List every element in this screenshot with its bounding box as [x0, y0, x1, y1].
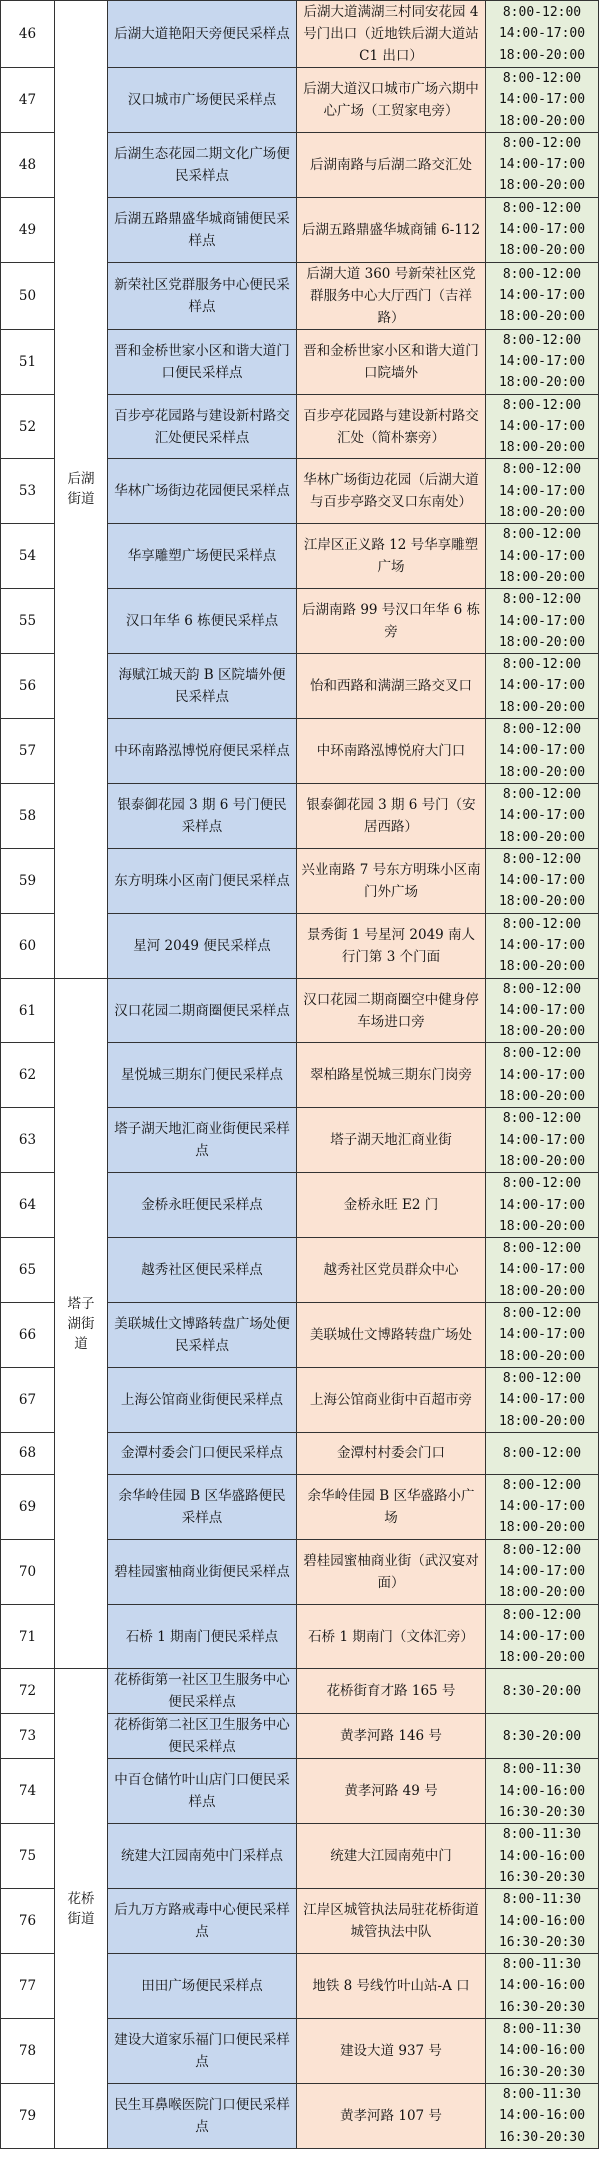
time-slot: 16:30-20:30 [498, 1805, 586, 1821]
sampling-point-name: 金潭村委会门口便民采样点 [108, 1432, 297, 1474]
row-number: 71 [1, 1604, 55, 1669]
row-number: 54 [1, 524, 55, 589]
time-slot: 8:30-20:00 [502, 1728, 582, 1744]
sampling-point-name: 上海公馆商业街便民采样点 [108, 1367, 297, 1432]
time-slot: 14:00-17:00 [498, 353, 586, 369]
table-row [1, 1669, 599, 1714]
opening-hours [486, 1474, 599, 1539]
time-slot: 14:00-17:00 [498, 678, 586, 694]
sampling-point-address: 后湖南路 99 号汉口年华 6 栋旁 [297, 589, 486, 654]
sampling-point-name: 花桥街第二社区卫生服务中心便民采样点 [108, 1714, 297, 1759]
time-slot: 14:00-17:00 [498, 1002, 586, 1018]
opening-hours [486, 1238, 599, 1303]
opening-hours [486, 1432, 599, 1474]
sampling-point-address: 花桥街育才路 165 号 [297, 1669, 486, 1714]
row-number: 58 [1, 783, 55, 848]
time-slot: 8:00-11:30 [502, 1827, 582, 1843]
row-number: 61 [1, 978, 55, 1043]
street-cell: 后湖街道 [55, 1, 108, 979]
sampling-point-name: 东方明珠小区南门便民采样点 [108, 848, 297, 913]
row-number: 50 [1, 262, 55, 329]
time-slot: 8:00-12:00 [502, 722, 582, 738]
time-slot: 16:30-20:30 [498, 1869, 586, 1885]
opening-hours [486, 2083, 599, 2148]
sampling-point-name: 余华岭佳园 B 区华盛路便民采样点 [108, 1474, 297, 1539]
sampling-point-address: 越秀社区党员群众中心 [297, 1238, 486, 1303]
sampling-point-address: 余华岭佳园 B 区华盛路小广场 [297, 1474, 486, 1539]
sampling-point-address: 翠柏路星悦城三期东门岗旁 [297, 1043, 486, 1108]
sampling-point-address: 中环南路泓博悦府大门口 [297, 719, 486, 784]
time-slot: 8:00-11:30 [502, 2086, 582, 2102]
time-slot: 14:00-17:00 [498, 288, 586, 304]
time-slot: 18:00-20:00 [498, 699, 586, 715]
sampling-point-address: 江岸区城管执法局驻花桥街道城管执法中队 [297, 1889, 486, 1954]
time-slot: 8:00-12:00 [502, 1607, 582, 1623]
sampling-point-name: 田田广场便民采样点 [108, 1954, 297, 2019]
time-slot: 8:00-12:00 [502, 1176, 582, 1192]
row-number: 59 [1, 848, 55, 913]
time-slot: 14:00-17:00 [498, 1262, 586, 1278]
time-slot: 18:00-20:00 [498, 569, 586, 585]
opening-hours [486, 329, 599, 394]
row-number: 48 [1, 132, 55, 197]
sampling-point-name: 石桥 1 期南门便民采样点 [108, 1604, 297, 1669]
time-slot: 14:00-17:00 [498, 1564, 586, 1579]
time-slot: 8:30-20:00 [502, 1683, 582, 1699]
time-slot: 14:00-17:00 [498, 1197, 586, 1213]
opening-hours [486, 783, 599, 848]
row-number: 74 [1, 1759, 55, 1824]
time-slot: 18:00-20:00 [498, 1650, 586, 1666]
time-slot: 8:00-12:00 [502, 332, 582, 348]
time-slot: 18:00-20:00 [498, 1153, 586, 1169]
opening-hours [486, 1367, 599, 1432]
time-slot: 18:00-20:00 [498, 959, 586, 975]
time-slot: 8:00-12:00 [502, 786, 582, 802]
row-number: 49 [1, 197, 55, 262]
time-slot: 14:00-16:00 [498, 2043, 586, 2059]
time-slot: 14:00-16:00 [498, 2108, 586, 2124]
street-cell: 花桥街道 [55, 1669, 108, 2148]
row-number: 67 [1, 1367, 55, 1432]
time-slot: 14:00-17:00 [498, 1327, 586, 1343]
time-slot: 8:00-12:00 [502, 462, 582, 478]
sampling-point-address: 金潭村村委会门口 [297, 1432, 486, 1474]
time-slot: 14:00-17:00 [498, 222, 586, 238]
time-slot: 8:00-12:00 [502, 1370, 582, 1386]
opening-hours [486, 197, 599, 262]
time-slot: 8:00-12:00 [502, 1046, 582, 1062]
time-slot: 8:00-11:30 [502, 1892, 582, 1908]
opening-hours [486, 1824, 599, 1889]
time-slot: 8:00-12:00 [502, 981, 582, 997]
opening-hours [486, 1604, 599, 1669]
row-number: 55 [1, 589, 55, 654]
time-slot: 18:00-20:00 [498, 1283, 586, 1299]
time-slot: 8:00-12:00 [502, 266, 582, 282]
row-number: 51 [1, 329, 55, 394]
sampling-point-name: 越秀社区便民采样点 [108, 1238, 297, 1303]
row-number: 56 [1, 654, 55, 719]
sampling-point-name: 汉口城市广场便民采样点 [108, 68, 297, 133]
opening-hours [486, 1954, 599, 2019]
time-slot: 18:00-20:00 [498, 634, 586, 650]
sampling-point-name: 统建大江园南苑中门采样点 [108, 1824, 297, 1889]
time-slot: 18:00-20:00 [498, 894, 586, 910]
sampling-point-address: 银泰御花园 3 期 6 号门（安居西路） [297, 783, 486, 848]
row-number: 52 [1, 394, 55, 459]
time-slot: 8:00-12:00 [502, 1111, 582, 1127]
time-slot: 8:00-12:00 [502, 851, 582, 867]
sampling-point-name: 百步亭花园路与建设新村路交汇处便民采样点 [108, 394, 297, 459]
opening-hours [486, 1173, 599, 1238]
row-number: 47 [1, 68, 55, 133]
opening-hours [486, 2019, 599, 2084]
sampling-point-address: 石桥 1 期南门（文体汇旁） [297, 1604, 486, 1669]
time-slot: 16:30-20:30 [498, 1999, 586, 2015]
time-slot: 16:30-20:30 [498, 2129, 586, 2145]
time-slot: 18:00-20:00 [498, 1024, 586, 1040]
row-number: 70 [1, 1539, 55, 1604]
time-slot: 18:00-20:00 [498, 829, 586, 845]
sampling-point-address: 后湖南路与后湖二路交汇处 [297, 132, 486, 197]
time-slot: 14:00-17:00 [498, 418, 586, 434]
table-body [1, 1, 599, 2149]
sampling-point-name: 中百仓储竹叶山店门口便民采样点 [108, 1759, 297, 1824]
sampling-point-address: 金桥永旺 E2 门 [297, 1173, 486, 1238]
time-slot: 8:00-12:00 [502, 200, 582, 216]
table-row [1, 1, 599, 68]
sampling-point-address: 黄孝河路 146 号 [297, 1714, 486, 1759]
sampling-point-name: 华享雕塑广场便民采样点 [108, 524, 297, 589]
time-slot: 18:00-20:00 [498, 243, 586, 259]
time-slot: 18:00-20:00 [498, 1348, 586, 1364]
time-slot: 18:00-20:00 [498, 1089, 586, 1105]
time-slot: 14:00-17:00 [498, 808, 586, 824]
row-number: 46 [1, 1, 55, 68]
time-slot: 18:00-20:00 [498, 178, 586, 194]
row-number: 76 [1, 1889, 55, 1954]
sampling-point-name: 后湖生态花园二期文化广场便民采样点 [108, 132, 297, 197]
sampling-point-name: 银泰御花园 3 期 6 号门便民采样点 [108, 783, 297, 848]
sampling-point-name: 后湖五路鼎盛华城商铺便民采样点 [108, 197, 297, 262]
time-slot: 8:00-11:30 [502, 2022, 582, 2038]
opening-hours [486, 262, 599, 329]
time-slot: 14:00-17:00 [498, 1628, 586, 1644]
sampling-point-address: 碧桂园蜜柚商业街（武汉宴对面） [297, 1539, 486, 1604]
row-number: 69 [1, 1474, 55, 1539]
opening-hours [486, 1714, 599, 1759]
time-slot: 18:00-20:00 [498, 440, 586, 456]
sampling-point-address: 百步亭花园路与建设新村路交汇处（简朴寨旁） [297, 394, 486, 459]
row-number: 62 [1, 1043, 55, 1108]
opening-hours [486, 848, 599, 913]
time-slot: 14:00-17:00 [498, 483, 586, 499]
sampling-point-address: 后湖大道满湖三村同安花园 4 号门出口（近地铁后湖大道站 C1 出口） [297, 1, 486, 68]
sampling-point-address: 美联城仕文博路转盘广场处 [297, 1303, 486, 1368]
time-slot: 18:00-20:00 [498, 1520, 586, 1536]
time-slot: 14:00-17:00 [498, 548, 586, 564]
time-slot: 18:00-20:00 [498, 47, 586, 63]
time-slot: 8:00-12:00 [502, 657, 582, 673]
sampling-point-name: 汉口花园二期商圈便民采样点 [108, 978, 297, 1043]
sampling-point-name: 建设大道家乐福门口便民采样点 [108, 2019, 297, 2084]
sampling-point-address: 黄孝河路 49 号 [297, 1759, 486, 1824]
opening-hours [486, 459, 599, 524]
sampling-point-name: 民生耳鼻喉医院门口便民采样点 [108, 2083, 297, 2148]
sampling-point-name: 华林广场街边花园便民采样点 [108, 459, 297, 524]
time-slot: 18:00-20:00 [498, 1413, 586, 1429]
opening-hours [486, 978, 599, 1043]
time-slot: 14:00-17:00 [498, 157, 586, 173]
opening-hours [486, 1303, 599, 1368]
time-slot: 14:00-16:00 [498, 1978, 586, 1994]
time-slot: 14:00-17:00 [498, 1067, 586, 1083]
sampling-point-name: 塔子湖天地汇商业街便民采样点 [108, 1108, 297, 1173]
time-slot: 8:00-12:00 [502, 527, 582, 543]
opening-hours [486, 68, 599, 133]
row-number: 60 [1, 913, 55, 978]
time-slot: 18:00-20:00 [498, 309, 586, 325]
time-slot: 8:00-12:00 [502, 71, 582, 86]
opening-hours [486, 1759, 599, 1824]
time-slot: 8:00-12:00 [502, 1306, 582, 1322]
sampling-point-name: 新荣社区党群服务中心便民采样点 [108, 262, 297, 329]
time-slot: 14:00-17:00 [498, 743, 586, 759]
row-number: 64 [1, 1173, 55, 1238]
row-number: 77 [1, 1954, 55, 2019]
time-slot: 14:00-17:00 [498, 873, 586, 889]
time-slot: 14:00-17:00 [498, 1392, 586, 1408]
time-slot: 16:30-20:30 [498, 1934, 586, 1950]
time-slot: 14:00-17:00 [498, 1499, 586, 1515]
row-number: 65 [1, 1238, 55, 1303]
opening-hours [486, 1889, 599, 1954]
opening-hours [486, 913, 599, 978]
sampling-point-address: 黄孝河路 107 号 [297, 2083, 486, 2148]
sampling-point-address: 汉口花园二期商圈空中健身停车场进口旁 [297, 978, 486, 1043]
sampling-point-name: 金桥永旺便民采样点 [108, 1173, 297, 1238]
sampling-point-address: 兴业南路 7 号东方明珠小区南门外广场 [297, 848, 486, 913]
sampling-point-address: 景秀街 1 号星河 2049 南人行门第 3 个门面 [297, 913, 486, 978]
table-row [1, 978, 599, 1043]
opening-hours [486, 524, 599, 589]
sampling-point-address: 后湖五路鼎盛华城商铺 6-112 [297, 197, 486, 262]
sampling-point-address: 华林广场街边花园（后湖大道与百步亭路交叉口东南处） [297, 459, 486, 524]
sampling-point-address: 建设大道 937 号 [297, 2019, 486, 2084]
time-slot: 14:00-17:00 [498, 26, 586, 42]
time-slot: 14:00-16:00 [498, 1848, 586, 1864]
sampling-point-address: 地铁 8 号线竹叶山站-A 口 [297, 1954, 486, 2019]
time-slot: 8:00-12:00 [502, 1542, 582, 1558]
sampling-point-name: 后湖大道艳阳天旁便民采样点 [108, 1, 297, 68]
sampling-point-address: 晋和金桥世家小区和谐大道门口院墙外 [297, 329, 486, 394]
sampling-point-name: 星河 2049 便民采样点 [108, 913, 297, 978]
opening-hours [486, 1108, 599, 1173]
time-slot: 14:00-16:00 [498, 1783, 586, 1799]
row-number: 78 [1, 2019, 55, 2084]
time-slot: 16:30-20:30 [498, 2064, 586, 2080]
row-number: 68 [1, 1432, 55, 1474]
sampling-point-address: 怡和西路和满湖三路交叉口 [297, 654, 486, 719]
opening-hours [486, 589, 599, 654]
sampling-point-name: 美联城仕文博路转盘广场处便民采样点 [108, 1303, 297, 1368]
row-number: 79 [1, 2083, 55, 2148]
row-number: 66 [1, 1303, 55, 1368]
opening-hours [486, 394, 599, 459]
time-slot: 14:00-17:00 [498, 613, 586, 629]
sampling-point-address: 江岸区正义路 12 号华享雕塑广场 [297, 524, 486, 589]
opening-hours [486, 1669, 599, 1714]
sampling-point-name: 星悦城三期东门便民采样点 [108, 1043, 297, 1108]
time-slot: 18:00-20:00 [498, 1585, 586, 1601]
row-number: 72 [1, 1669, 55, 1714]
time-slot: 8:00-12:00 [502, 916, 582, 932]
time-slot: 18:00-20:00 [498, 113, 586, 129]
opening-hours [486, 1, 599, 68]
sampling-point-name: 碧桂园蜜柚商业街便民采样点 [108, 1539, 297, 1604]
sampling-point-name: 后九万方路戒毒中心便民采样点 [108, 1889, 297, 1954]
time-slot: 18:00-20:00 [498, 764, 586, 780]
opening-hours [486, 719, 599, 784]
time-slot: 8:00-12:00 [502, 1477, 582, 1493]
time-slot: 18:00-20:00 [498, 1218, 586, 1234]
time-slot: 14:00-17:00 [498, 937, 586, 953]
sampling-point-address: 后湖大道 360 号新荣社区党群服务中心大厅西门（吉祥路） [297, 262, 486, 329]
time-slot: 18:00-20:00 [498, 505, 586, 521]
time-slot: 18:00-20:00 [498, 375, 586, 391]
sampling-point-address: 后湖大道汉口城市广场六期中心广场（工贸家电旁） [297, 68, 486, 133]
time-slot: 8:00-12:00 [502, 5, 582, 21]
time-slot: 14:00-17:00 [498, 1132, 586, 1148]
sampling-point-name: 中环南路泓博悦府便民采样点 [108, 719, 297, 784]
time-slot: 8:00-12:00 [502, 1241, 582, 1257]
time-slot: 8:00-11:30 [502, 1957, 582, 1973]
time-slot: 8:00-11:30 [502, 1762, 582, 1778]
street-cell: 塔子湖街道 [55, 978, 108, 1669]
time-slot: 8:00-12:00 [502, 1445, 582, 1461]
time-slot: 14:00-17:00 [498, 92, 586, 108]
sampling-point-address: 统建大江园南苑中门 [297, 1824, 486, 1889]
row-number: 63 [1, 1108, 55, 1173]
sampling-point-address: 塔子湖天地汇商业街 [297, 1108, 486, 1173]
opening-hours [486, 1043, 599, 1108]
sampling-point-name: 汉口年华 6 栋便民采样点 [108, 589, 297, 654]
sampling-point-name: 海赋江城天韵 B 区院墙外便民采样点 [108, 654, 297, 719]
time-slot: 8:00-12:00 [502, 135, 582, 151]
opening-hours [486, 132, 599, 197]
row-number: 53 [1, 459, 55, 524]
row-number: 75 [1, 1824, 55, 1889]
time-slot: 14:00-16:00 [498, 1913, 586, 1929]
time-slot: 8:00-12:00 [502, 397, 582, 413]
opening-hours [486, 1539, 599, 1604]
row-number: 57 [1, 719, 55, 784]
time-slot: 8:00-12:00 [502, 592, 582, 608]
sampling-point-address: 上海公馆商业街中百超市旁 [297, 1367, 486, 1432]
sampling-point-name: 晋和金桥世家小区和谐大道门口便民采样点 [108, 329, 297, 394]
opening-hours [486, 654, 599, 719]
sampling-point-name: 花桥街第一社区卫生服务中心便民采样点 [108, 1669, 297, 1714]
row-number: 73 [1, 1714, 55, 1759]
